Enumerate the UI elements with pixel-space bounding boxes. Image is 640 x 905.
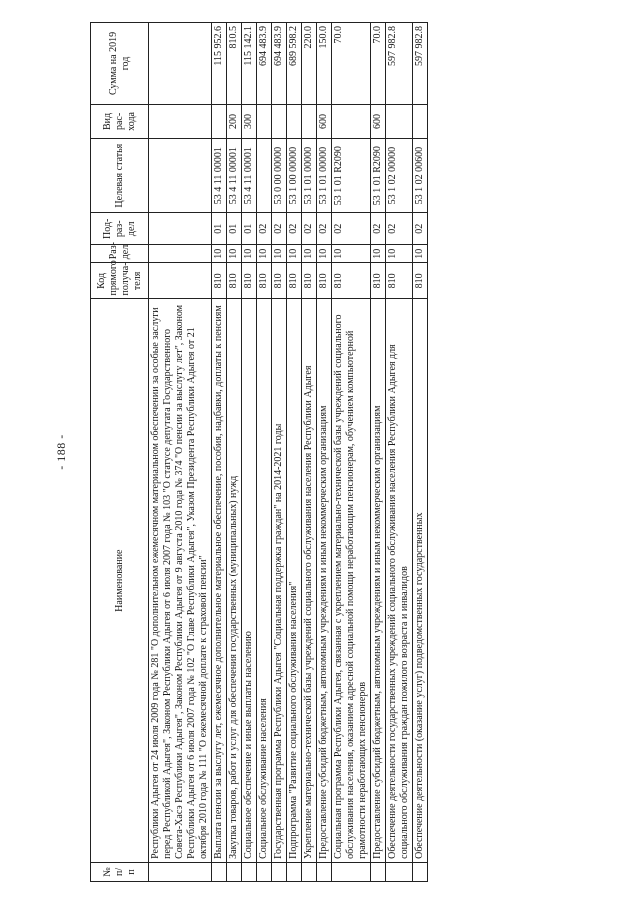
table-row — [371, 23, 386, 882]
cell-razdel: 10 — [413, 245, 428, 263]
cell-name: Социальное обеспечение и иные выплаты населению — [242, 299, 257, 862]
cell-code: 810 — [257, 263, 272, 299]
cell-podrazdel: 02 — [386, 213, 413, 245]
cell-num — [332, 862, 371, 881]
cell-razdel: 10 — [272, 245, 287, 263]
cell-vid: 200 — [227, 104, 242, 138]
cell-name: Предоставление субсидий бюджетным, автономным учреждениям и иным некоммерческим организациям — [317, 299, 332, 862]
header-num: № п/п — [91, 862, 149, 881]
header-target: Целевая статья — [91, 138, 149, 212]
cell-num — [257, 862, 272, 881]
cell-target: 53 0 00 00000 — [272, 138, 287, 212]
cell-name: Подпрограмма "Развитие социального обслуживания населения" — [287, 299, 302, 862]
cell-target: 53 1 02 00000 — [386, 138, 413, 212]
cell-name: Обеспечение деятельности государственных учреждений социального обслуживания населения Республики Адыгея для социального обслуживания граждан пожилого возраста и инвалидов — [386, 299, 413, 862]
cell-name: Социальная программа Республики Адыгея, связанная с укреплением материально-технической базы учреждений социального обслуживания населения, оказанием адресной социальной помощи неработающим пенсионерам, обучением компьютерной грамотности неработающих пенсионеров — [332, 299, 371, 862]
cell-name: Укрепление материально-технической базы учреждений социального обслуживания населения Республики Адыгея — [302, 299, 317, 862]
cell-sum: 694 483.9 — [257, 23, 272, 105]
cell-podrazdel: 01 — [212, 213, 227, 245]
cell-podrazdel: 02 — [332, 213, 371, 245]
cell-code: 810 — [413, 263, 428, 299]
cell-vid — [386, 104, 413, 138]
table-row — [413, 23, 428, 882]
cell-sum: 150.0 — [317, 23, 332, 105]
cell-vid — [413, 104, 428, 138]
cell-sum: 115 142.1 — [242, 23, 257, 105]
cell-podrazdel: 02 — [317, 213, 332, 245]
cell-num — [272, 862, 287, 881]
cell-sum: 70.0 — [371, 23, 386, 105]
cell-podrazdel: 02 — [272, 213, 287, 245]
table-header-row — [91, 23, 149, 882]
cell-sum — [149, 23, 212, 105]
cell-podrazdel: 01 — [227, 213, 242, 245]
cell-num — [149, 862, 212, 881]
cell-num — [317, 862, 332, 881]
cell-sum: 694 483.9 — [272, 23, 287, 105]
header-sum: Сумма на 2019 год — [91, 23, 149, 105]
cell-vid — [287, 104, 302, 138]
cell-code — [149, 263, 212, 299]
budget-table — [90, 22, 428, 882]
cell-name: Социальное обслуживание населения — [257, 299, 272, 862]
table-body — [149, 23, 428, 882]
cell-code: 810 — [332, 263, 371, 299]
header-podrazdel: Под-раз-дел — [91, 213, 149, 245]
table-row — [212, 23, 227, 882]
cell-vid: 600 — [317, 104, 332, 138]
cell-razdel: 10 — [317, 245, 332, 263]
cell-razdel: 10 — [386, 245, 413, 263]
cell-num — [386, 862, 413, 881]
cell-num — [287, 862, 302, 881]
cell-vid — [212, 104, 227, 138]
table-row — [287, 23, 302, 882]
cell-num — [302, 862, 317, 881]
cell-code: 810 — [386, 263, 413, 299]
cell-target — [149, 138, 212, 212]
cell-name: Государственная программа Республики Адыгея "Социальная поддержка граждан" на 2014-2021 годы — [272, 299, 287, 862]
cell-podrazdel: 02 — [257, 213, 272, 245]
cell-num — [242, 862, 257, 881]
cell-code: 810 — [242, 263, 257, 299]
cell-code: 810 — [272, 263, 287, 299]
table-row — [257, 23, 272, 882]
cell-sum: 597 982.8 — [386, 23, 413, 105]
cell-podrazdel: 01 — [242, 213, 257, 245]
cell-razdel: 10 — [242, 245, 257, 263]
cell-num — [371, 862, 386, 881]
table-row — [386, 23, 413, 882]
cell-podrazdel: 02 — [413, 213, 428, 245]
header-code: Код прямого получа-теля — [91, 263, 149, 299]
cell-code: 810 — [212, 263, 227, 299]
cell-num — [413, 862, 428, 881]
cell-razdel: 10 — [257, 245, 272, 263]
cell-name: Выплата пенсии за выслугу лет, ежемесячное дополнительное материальное обеспечение, пособия, надбавки, доплаты к пенсиям — [212, 299, 227, 862]
cell-target: 53 1 01 00000 — [317, 138, 332, 212]
cell-sum: 115 952.6 — [212, 23, 227, 105]
cell-name: Закупка товаров, работ и услуг для обеспечения государственных (муниципальных) нужд — [227, 299, 242, 862]
cell-razdel: 10 — [302, 245, 317, 263]
table-row — [317, 23, 332, 882]
cell-podrazdel — [149, 213, 212, 245]
cell-code: 810 — [302, 263, 317, 299]
table-row — [242, 23, 257, 882]
cell-vid — [332, 104, 371, 138]
cell-razdel — [149, 245, 212, 263]
cell-target: 53 1 01 00000 — [302, 138, 317, 212]
cell-name: Республики Адыгея от 24 июля 2009 года № 281 "О дополнительном ежемесячном материальном обеспечении за особые заслуги перед Республикой Адыгея", Законом Республики Адыгея от 6 июля 2007 года № 103 "О статусе депутата Государственного Совета-Хасэ Республики Адыгея", Законом Республики Адыгея от 9 августа 2010 года № 374 "О пенсии за выслугу лет", Законом Республики Адыгея от 6 июля 2007 года № 102 "О Главе Республики Адыгея", Указом Президента Республики Адыгея от 21 октября 2010 года № 111 "О ежемесячной доплате к страховой пенсии" — [149, 299, 212, 862]
cell-target: 53 1 02 00600 — [413, 138, 428, 212]
cell-razdel: 10 — [287, 245, 302, 263]
cell-target: 53 1 00 00000 — [287, 138, 302, 212]
table-row — [272, 23, 287, 882]
cell-num — [227, 862, 242, 881]
cell-sum: 70.0 — [332, 23, 371, 105]
cell-sum: 689 598.2 — [287, 23, 302, 105]
cell-vid — [149, 104, 212, 138]
header-razdel: Раз-дел — [91, 245, 149, 263]
cell-target: 53 4 11 00001 — [242, 138, 257, 212]
cell-target: 53 4 11 00001 — [212, 138, 227, 212]
cell-podrazdel: 02 — [371, 213, 386, 245]
cell-target — [257, 138, 272, 212]
cell-vid — [272, 104, 287, 138]
cell-razdel: 10 — [371, 245, 386, 263]
cell-target: 53 1 01 R2090 — [371, 138, 386, 212]
cell-num — [212, 862, 227, 881]
header-vid: Вид рас-хода — [91, 104, 149, 138]
header-name: Наименование — [91, 299, 149, 862]
cell-target: 53 4 11 00001 — [227, 138, 242, 212]
table-row — [332, 23, 371, 882]
cell-razdel: 10 — [227, 245, 242, 263]
table-row — [149, 23, 212, 882]
cell-vid — [257, 104, 272, 138]
cell-code: 810 — [317, 263, 332, 299]
cell-name: Обеспечение деятельности (оказание услуг) подведомственных государственных — [413, 299, 428, 862]
cell-code: 810 — [287, 263, 302, 299]
rotated-sheet — [40, 22, 600, 882]
cell-name: Предоставление субсидий бюджетным, автономным учреждениям и иным некоммерческим организациям — [371, 299, 386, 862]
cell-sum: 220.0 — [302, 23, 317, 105]
cell-code: 810 — [227, 263, 242, 299]
cell-razdel: 10 — [332, 245, 371, 263]
cell-razdel: 10 — [212, 245, 227, 263]
cell-sum: 597 982.8 — [413, 23, 428, 105]
cell-vid: 300 — [242, 104, 257, 138]
cell-podrazdel: 02 — [287, 213, 302, 245]
cell-podrazdel: 02 — [302, 213, 317, 245]
cell-code: 810 — [371, 263, 386, 299]
cell-sum: 810.5 — [227, 23, 242, 105]
page-number: - 188 - — [54, 434, 68, 470]
cell-vid: 600 — [371, 104, 386, 138]
cell-vid — [302, 104, 317, 138]
cell-target: 53 1 01 R2090 — [332, 138, 371, 212]
table-row — [302, 23, 317, 882]
table-row — [227, 23, 242, 882]
